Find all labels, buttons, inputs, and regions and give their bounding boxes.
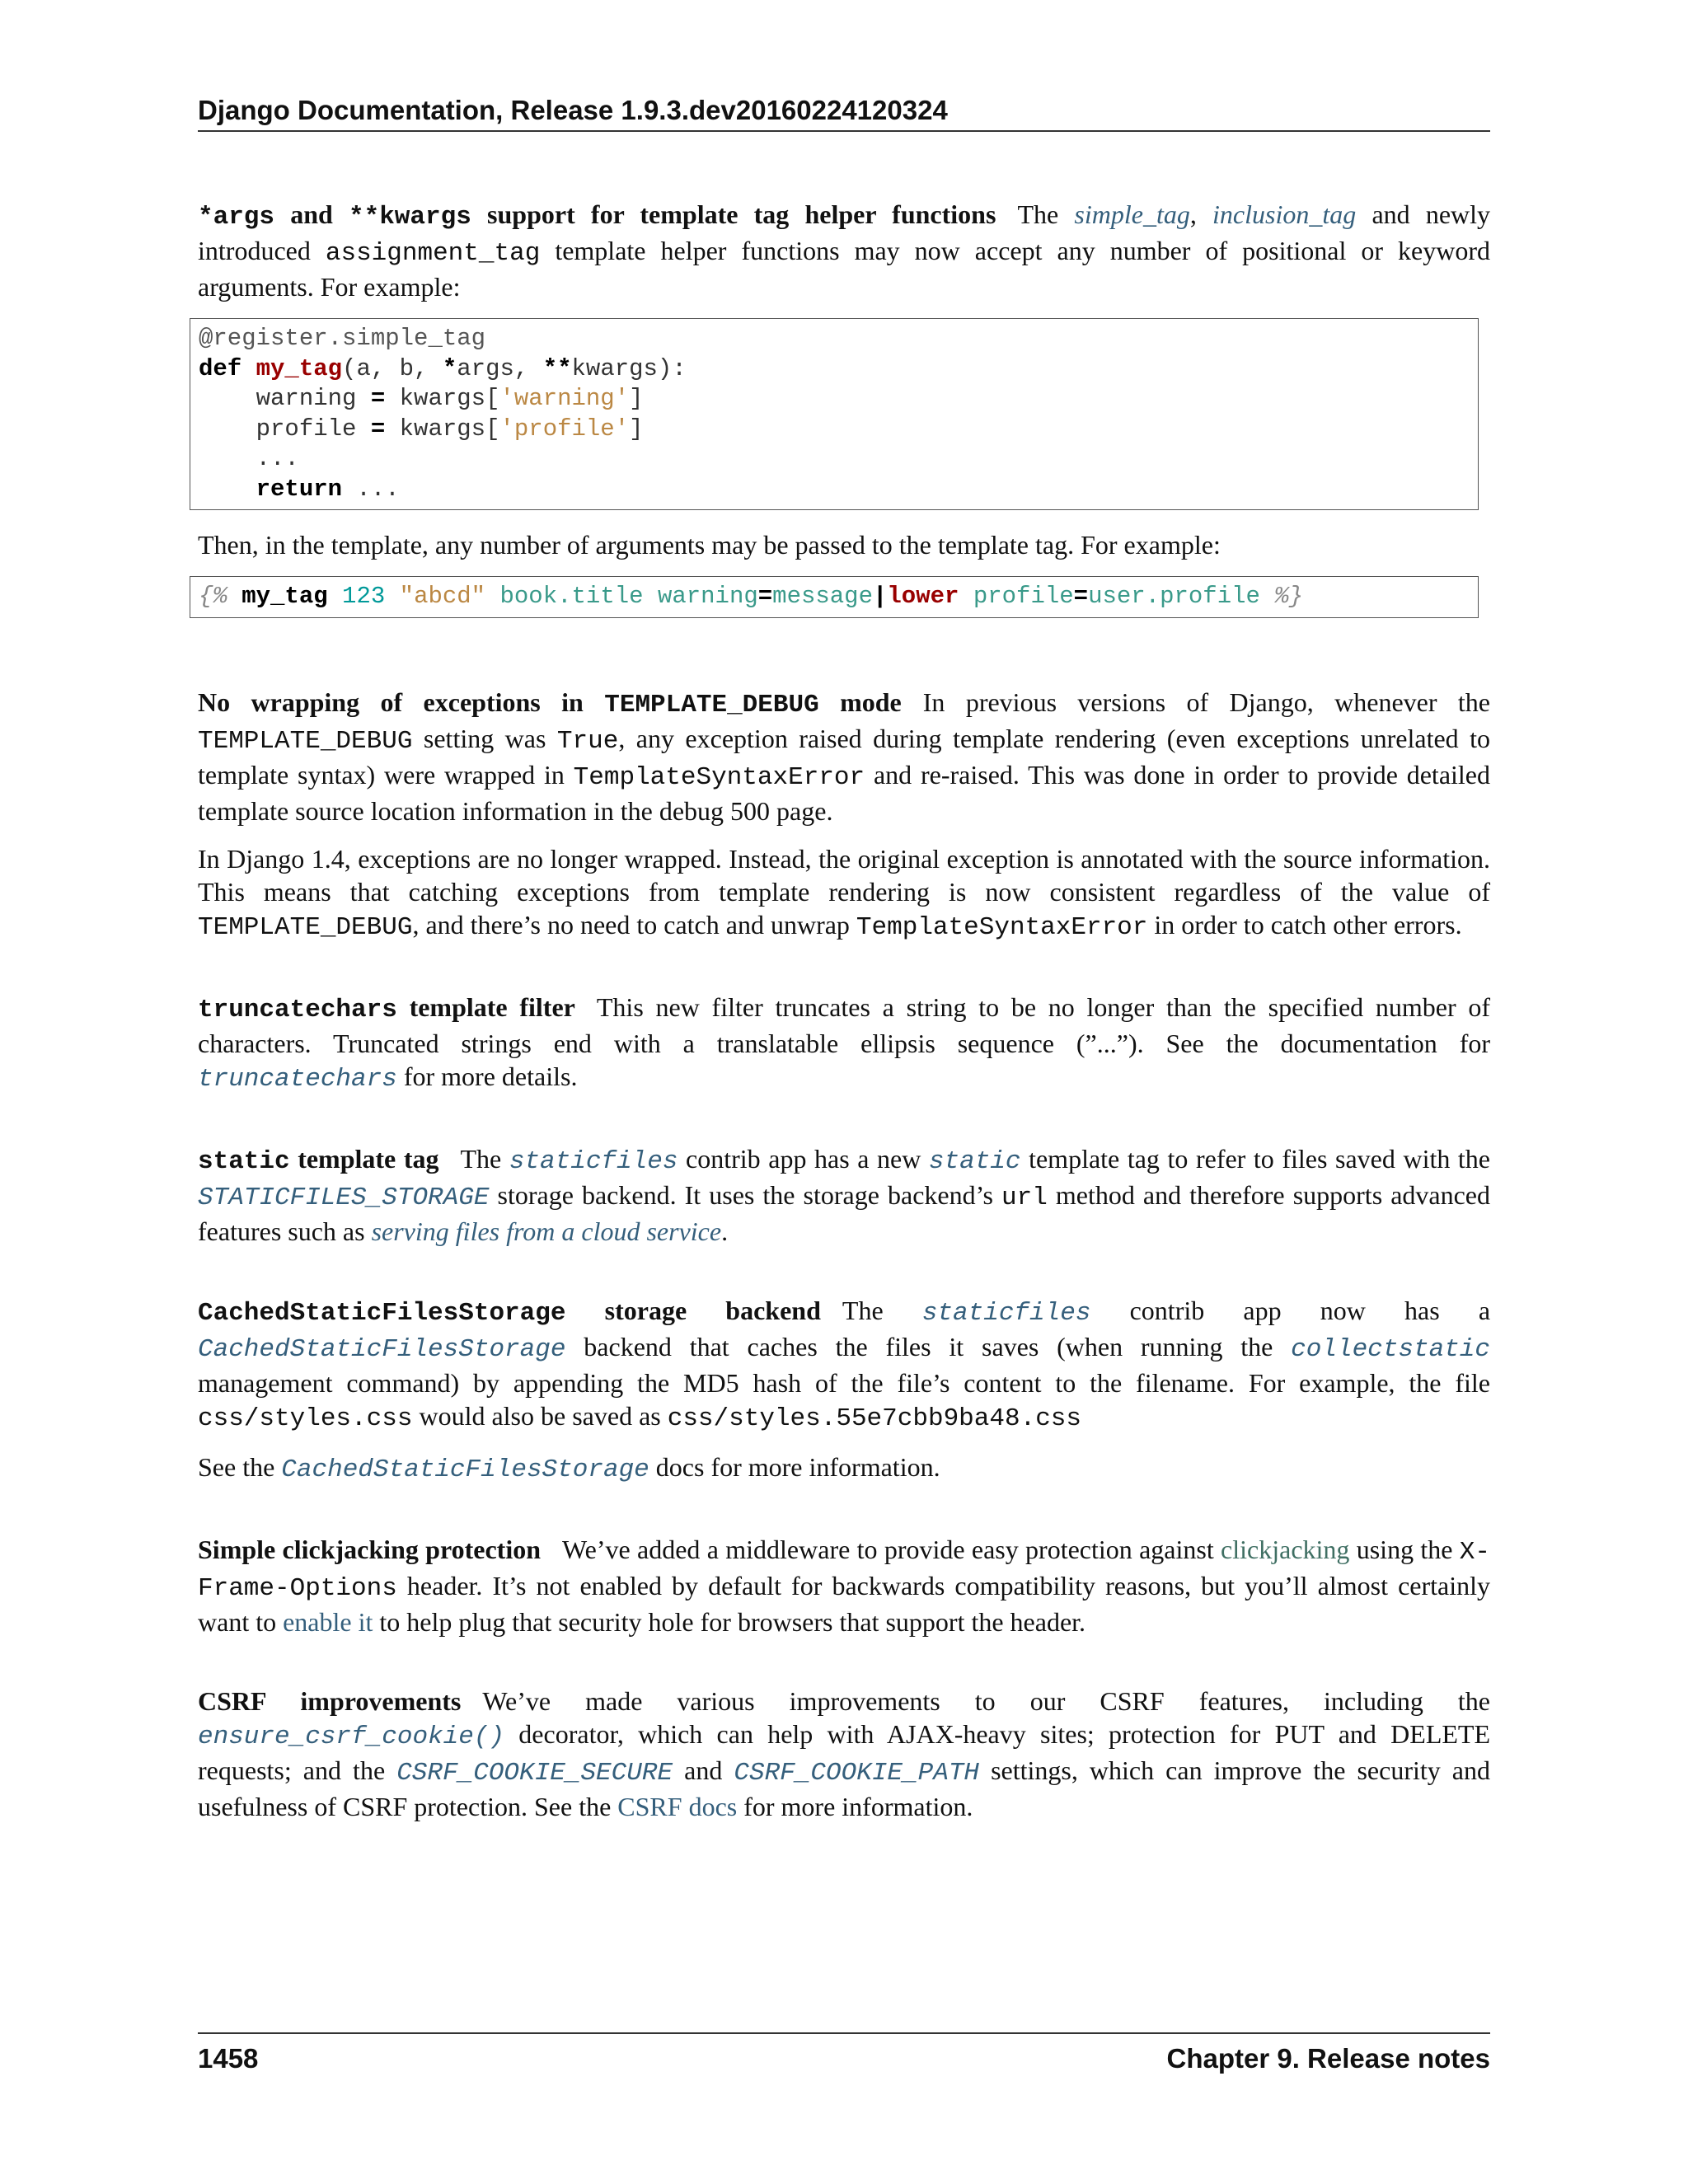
paragraph: [198, 991, 1490, 1096]
code-line: [199, 384, 1470, 415]
code-line: [199, 354, 1470, 385]
text: for more information.: [737, 1791, 973, 1821]
section-title: [198, 1144, 438, 1174]
code-filter: lower: [887, 583, 959, 610]
text: We’ve made various improvements to our CSRF features, including the: [482, 1685, 1491, 1716]
code-block-python: [190, 318, 1479, 510]
link-truncatechars[interactable]: truncatechars: [198, 1064, 397, 1094]
section-title: [198, 199, 996, 232]
text: template helper functions may now accept any number of positional or keyword arguments. For example:: [198, 236, 1491, 302]
link-csrf-docs[interactable]: CSRF docs: [617, 1791, 738, 1821]
code-delimiter: {%: [199, 583, 227, 610]
section-title: Simple clickjacking protection: [198, 1534, 542, 1564]
text: This new filter truncates a string to be no longer than the specified number of characters. Truncated strings end with a translatable ellipsis sequence (”...”). See the documentation for: [198, 991, 1491, 1058]
code-text: args,: [457, 354, 543, 382]
document-page: [198, 0, 1490, 2184]
section-cached-static-files: [198, 1294, 1490, 1487]
inline-code: X-Frame-Options: [198, 1537, 1491, 1603]
link-cached-static-files-storage[interactable]: CachedStaticFilesStorage: [198, 1334, 566, 1364]
inline-code: TEMPLATE_DEBUG: [198, 726, 413, 756]
text: ,: [1189, 199, 1213, 229]
text: The: [842, 1295, 922, 1325]
title-code: TEMPLATE_DEBUG: [604, 690, 819, 719]
link-csrf-cookie-path[interactable]: CSRF_COOKIE_PATH: [734, 1758, 980, 1788]
code-text: ...: [342, 475, 400, 503]
text: In Django 1.4, exceptions are no longer wrapped. Instead, the original exception is annotated with the source information. This means that catching exceptions from template rendering is now consistent regardless of the value of: [198, 843, 1490, 907]
code-text: warning: [199, 385, 371, 412]
text: header. It’s not enabled by default for backwards compatibility reasons, but you’ll almost certainly want to: [198, 1570, 1490, 1637]
code-block-template: [190, 576, 1479, 618]
section-title: [198, 992, 575, 1022]
code-text: (a, b,: [342, 354, 443, 382]
running-header: Django Documentation, Release 1.9.3.dev20160224120324: [198, 92, 1490, 132]
link-inclusion-tag[interactable]: inclusion_tag: [1212, 199, 1357, 229]
title-text: mode: [818, 687, 902, 717]
paragraph: [198, 1142, 1490, 1248]
code-operator: **: [542, 354, 572, 382]
code-text: kwargs[: [385, 385, 500, 412]
code-line: [199, 475, 1470, 505]
text: settings, which can improve the security and usefulness of CSRF protection. See the: [198, 1755, 1491, 1821]
title-code: static: [198, 1146, 290, 1176]
link-staticfiles[interactable]: staticfiles: [921, 1298, 1091, 1328]
text: The: [1017, 199, 1075, 229]
code-variable: warning: [657, 583, 758, 610]
text: to help plug that security hole for browsers that support the header.: [373, 1606, 1086, 1637]
title-code: **kwargs: [349, 203, 471, 232]
link-serving-files-cloud[interactable]: serving files from a cloud service: [371, 1216, 722, 1246]
title-code: *args: [198, 203, 275, 232]
text: , any exception raised during template rendering (even exceptions unrelated to template syntax) were wrapped in: [198, 723, 1491, 790]
text: and: [673, 1755, 734, 1785]
code-string: "abcd": [399, 583, 486, 610]
inline-code: url: [1001, 1183, 1048, 1212]
paragraph: [198, 198, 1490, 303]
text: , and there’s no need to catch and unwrap: [412, 909, 856, 940]
code-delimiter: %}: [1274, 583, 1304, 610]
text: method and therefore supports advanced features such as: [198, 1179, 1491, 1246]
title-text: template tag: [289, 1143, 439, 1174]
text: template tag to refer to files saved with the: [1020, 1143, 1491, 1174]
code-tag-name: my_tag: [241, 583, 328, 610]
link-cached-static-files-storage-docs[interactable]: CachedStaticFilesStorage: [281, 1455, 649, 1484]
code-text: ]: [629, 385, 644, 412]
link-ensure-csrf-cookie[interactable]: ensure_csrf_cookie(): [198, 1722, 505, 1751]
section-static-tag: [198, 1142, 1490, 1248]
text: In previous versions of Django, whenever the: [922, 687, 1491, 717]
section-clickjacking: [198, 1533, 1490, 1638]
inline-code: TEMPLATE_DEBUG: [198, 912, 413, 942]
title-text: storage backend: [565, 1295, 821, 1325]
title-text: and: [274, 199, 349, 229]
paragraph: [198, 1533, 1490, 1638]
code-keyword: return: [199, 475, 343, 503]
section-args-kwargs: [198, 198, 1490, 618]
code-function: my_tag: [256, 354, 343, 382]
code-line: @register.simple_tag: [199, 325, 486, 352]
code-variable: profile: [973, 583, 1074, 610]
text: contrib app now has a: [1090, 1295, 1491, 1325]
link-enable-it[interactable]: enable it: [283, 1606, 373, 1637]
text: .: [721, 1216, 729, 1246]
text: docs for more information.: [649, 1451, 940, 1482]
code-operator: |: [873, 583, 888, 610]
page-content: [198, 198, 1490, 1869]
inline-code: True: [556, 726, 619, 756]
text: See the: [198, 1451, 282, 1482]
running-footer: [198, 2032, 1490, 2077]
text: backend that caches the files it saves (when running the: [565, 1331, 1292, 1361]
text: and re-raised. This was done in order to provide detailed template source location information in the debug 500 page.: [198, 759, 1490, 826]
link-simple-tag[interactable]: simple_tag: [1074, 199, 1190, 229]
code-operator: =: [757, 583, 773, 610]
section-no-wrapping: [198, 686, 1490, 944]
section-truncatechars: [198, 991, 1490, 1096]
section-title: [198, 687, 902, 717]
code-string: 'profile': [499, 415, 630, 443]
text: in order to catch other errors.: [1147, 909, 1462, 940]
title-text: No wrapping of exceptions in: [198, 687, 605, 717]
text: decorator, which can help with AJAX-heavy sites; protection for PUT and DELETE requests; and the: [198, 1718, 1490, 1785]
code-string: 'warning': [499, 385, 630, 412]
code-text: profile: [199, 415, 371, 443]
link-staticfiles[interactable]: staticfiles: [509, 1146, 678, 1176]
inline-code: css/styles.55e7cbb9ba48.css: [667, 1404, 1082, 1433]
paragraph: [198, 1685, 1490, 1823]
text: storage backend. It uses the storage backend’s: [489, 1179, 1002, 1210]
code-variable: message: [772, 583, 873, 610]
code-number: 123: [342, 583, 386, 610]
code-line: [199, 415, 1470, 445]
text: The: [460, 1143, 509, 1174]
title-code: CachedStaticFilesStorage: [198, 1298, 566, 1328]
code-text: kwargs):: [571, 354, 687, 382]
title-text: template filter: [396, 991, 575, 1022]
paragraph: [198, 1294, 1490, 1436]
code-line: ...: [199, 445, 299, 472]
section-title: [198, 1295, 821, 1328]
link-static[interactable]: static: [928, 1146, 1021, 1176]
link-staticfiles-storage[interactable]: STATICFILES_STORAGE: [198, 1183, 490, 1212]
chapter-title: Chapter 9. Release notes: [1166, 2043, 1490, 2074]
paragraph: [198, 1451, 1490, 1487]
link-collectstatic[interactable]: collectstatic: [1291, 1334, 1490, 1364]
code-text: kwargs[: [385, 415, 500, 443]
text: for more details.: [396, 1061, 578, 1091]
code-operator: *: [442, 354, 457, 382]
code-line: [199, 582, 1470, 612]
code-variable: user.profile: [1088, 583, 1260, 610]
text: would also be saved as: [412, 1400, 668, 1431]
section-title: CSRF improvements: [198, 1685, 462, 1716]
inline-code: TemplateSyntaxError: [856, 912, 1148, 942]
title-code: truncatechars: [198, 995, 397, 1024]
code-variable: book.title: [499, 583, 644, 610]
text: management command) by appending the MD5 hash of the file’s content to the filename. For example, the file: [198, 1367, 1490, 1398]
section-csrf: [198, 1685, 1490, 1823]
link-csrf-cookie-secure[interactable]: CSRF_COOKIE_SECURE: [396, 1758, 673, 1788]
code-operator: =: [370, 385, 386, 412]
title-text: support for template tag helper functions: [471, 199, 996, 229]
paragraph: [198, 686, 1490, 827]
inline-code: css/styles.css: [198, 1404, 413, 1433]
code-operator: =: [1073, 583, 1089, 610]
code-text: ]: [629, 415, 644, 443]
link-clickjacking[interactable]: clickjacking: [1221, 1534, 1350, 1564]
text: setting was: [412, 723, 557, 753]
text: and newly introduced: [198, 199, 1491, 265]
inline-code: TemplateSyntaxError: [573, 762, 865, 792]
page-number: 1458: [198, 2043, 259, 2074]
text: contrib app has a new: [678, 1143, 929, 1174]
code-keyword: def: [199, 354, 242, 382]
inline-code: assignment_tag: [325, 239, 541, 268]
code-operator: =: [370, 415, 386, 443]
text: using the: [1349, 1534, 1460, 1564]
paragraph: Then, in the template, any number of arguments may be passed to the template tag. For example:: [198, 530, 1221, 560]
paragraph: [198, 842, 1490, 944]
text: We’ve added a middleware to provide easy protection against: [562, 1534, 1221, 1564]
